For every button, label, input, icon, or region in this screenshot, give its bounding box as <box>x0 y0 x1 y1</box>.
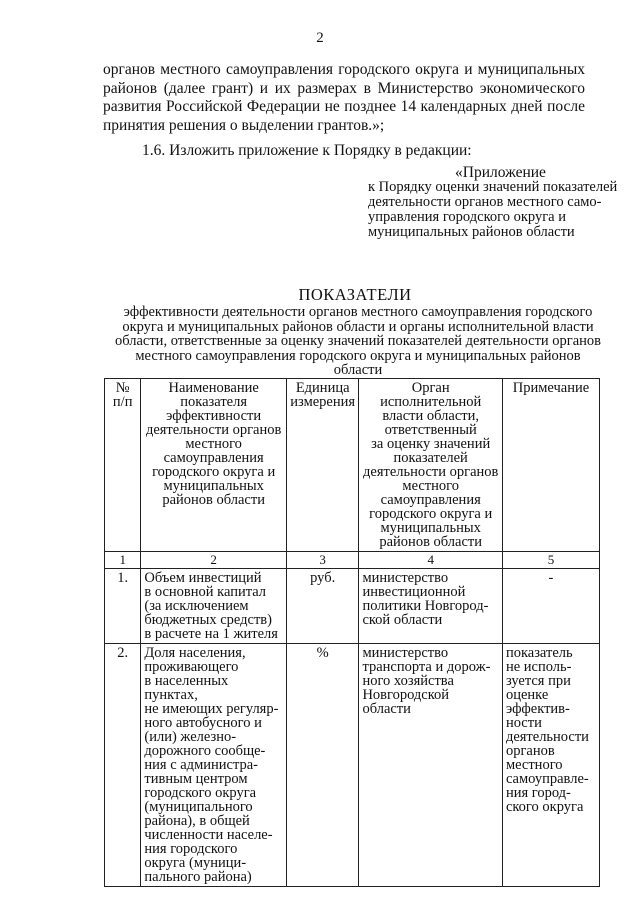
row-number: 1. <box>105 569 141 644</box>
column-number: 2 <box>141 552 287 569</box>
row-unit: % <box>286 644 359 887</box>
table-row <box>105 644 600 887</box>
row-organ: министерство инвестиционной политики Новгород- ской области <box>359 569 503 644</box>
table-row <box>105 569 600 644</box>
row-note: - <box>502 569 599 644</box>
paragraph-line: принятия решения о выделении грантов.»; <box>103 116 385 134</box>
header-organ: Орган исполнительной власти области, ответственный за оценку значений показателей деятельности органов местного самоуправления городского округа и муниципальных районов области <box>359 379 503 552</box>
header-note: Примечание <box>502 379 599 552</box>
paragraph-line: органов местного самоуправления городского округа и муниципальных <box>103 61 585 78</box>
row-number: 2. <box>105 644 141 887</box>
header-indicator-name: Наименование показателя эффективности деятельности органов местного самоуправления городского округа и муниципальных районов области <box>141 379 287 552</box>
table-header-row <box>105 379 600 552</box>
document-heading: ПОКАЗАТЕЛИ <box>298 285 412 304</box>
row-note: показатель не исполь- зуется при оценке эффектив- ности деятельности органов местного самоуправле- ния город- ского округа <box>502 644 599 887</box>
header-unit: Единица измерения <box>286 379 359 552</box>
appendix-title: «Приложение <box>455 164 546 181</box>
row-organ: министерство транспорта и дорож- ного хозяйства Новгородской области <box>359 644 503 887</box>
row-indicator-name: Объем инвестиций в основной капитал (за исключением бюджетных средств) в расчете на 1 жителя <box>141 569 287 644</box>
column-number: 5 <box>502 552 599 569</box>
column-number: 1 <box>105 552 141 569</box>
paragraph-line: развития Российской Федерации не позднее 14 календарных дней после <box>103 98 585 115</box>
row-indicator-name: Доля населения, проживающего в населенных пунктах, не имеющих регуляр- ного автобусного и (или) железно- дорожного сообще- ния с администра- тивным центром городского округа (муниципального района), в общей численности населе- ния городского округа (муници- пального района) <box>141 644 287 887</box>
indicators-table <box>104 378 600 887</box>
column-number: 3 <box>286 552 359 569</box>
column-numbers-row <box>105 552 600 569</box>
appendix-body: к Порядку оценки значений показателей деятельности органов местного само- управления городского округа и муниципальных районов области <box>368 179 618 240</box>
row-unit: руб. <box>286 569 359 644</box>
column-number: 4 <box>359 552 503 569</box>
item-1-6: 1.6. Изложить приложение к Порядку в редакции: <box>142 142 472 159</box>
paragraph-line: районов (далее грант) и их размерах в Министерство экономического <box>103 79 585 97</box>
page-number: 2 <box>316 30 324 46</box>
header-number: № п/п <box>105 379 141 552</box>
intro-paragraph <box>103 61 585 135</box>
document-subheading: эффективности деятельности органов местного самоуправления городского округа и муниципальных районов области и органы исполнительной власти области, ответственные за оценку значений показателей деятельности органов местного самоуправления городского округа и муниципальных районов области <box>114 304 602 378</box>
